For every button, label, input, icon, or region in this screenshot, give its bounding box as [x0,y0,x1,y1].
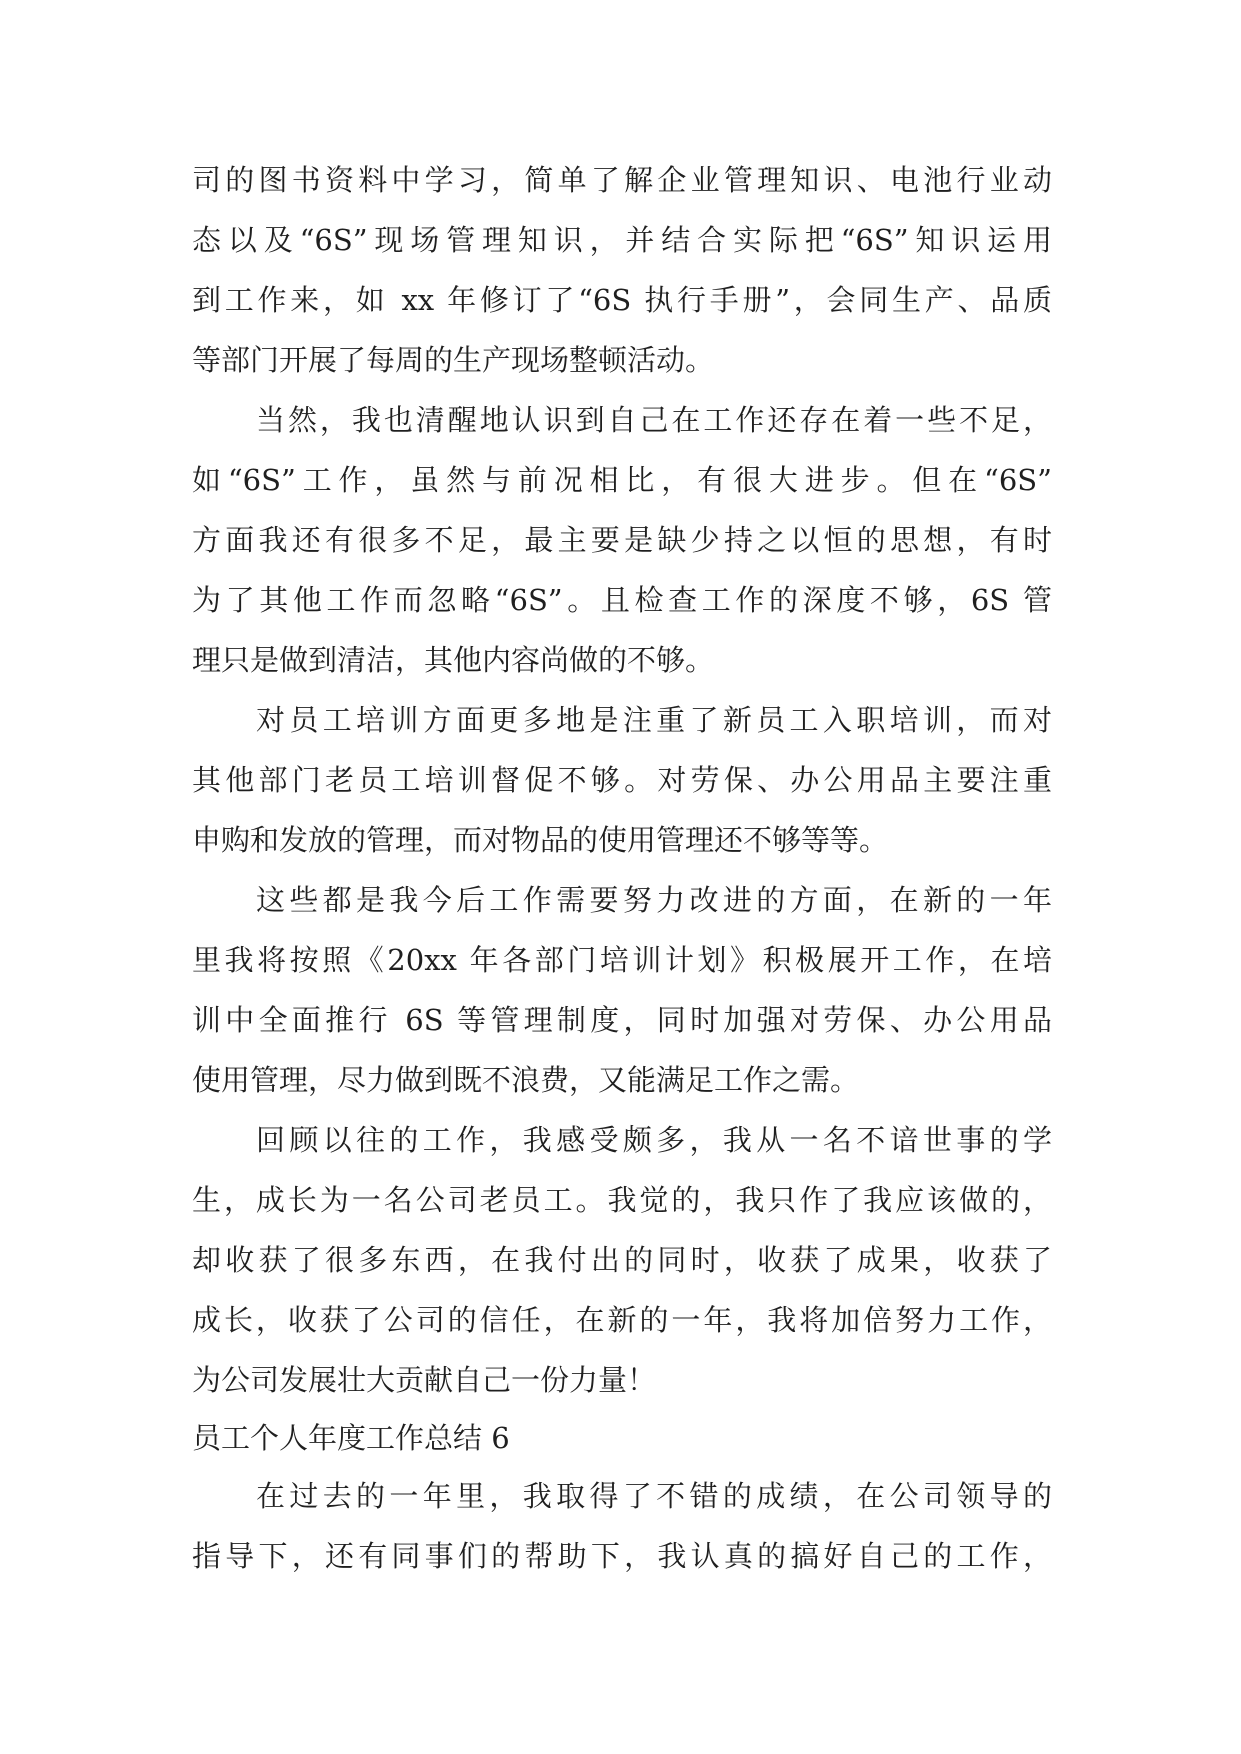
section-heading: 员工个人年度工作总结 6 [192,1421,510,1455]
text-line: 成长，收获了公司的信任，在新的一年，我将加倍努力工作， [192,1303,1052,1337]
text-line: 司的图书资料中学习，简单了解企业管理知识、电池行业动 [192,163,1052,197]
text-line: 却收获了很多东西，在我付出的同时，收获了成果，收获了 [192,1243,1052,1277]
paragraph [192,690,1052,870]
text-line: 生，成长为一名公司老员工。我觉的，我只作了我应该做的， [192,1183,1052,1217]
paragraph [192,390,1052,690]
paragraph [192,1110,1052,1410]
text-line: 等部门开展了每周的生产现场整顿活动。 [192,343,715,377]
paragraph [192,870,1052,1110]
text-line: 指导下，还有同事们的帮助下，我认真的搞好自己的工作， [192,1539,1052,1573]
text-line: 为公司发展壮大贡献自己一份力量！ [192,1363,657,1397]
text-line: 训中全面推行 6S 等管理制度，同时加强对劳保、办公用品 [192,1003,1052,1037]
text-line: 这些都是我今后工作需要努力改进的方面，在新的一年 [256,883,1052,917]
text-line: 使用管理，尽力做到既不浪费，又能满足工作之需。 [192,1063,860,1097]
text-line: 对员工培训方面更多地是注重了新员工入职培训，而对 [256,703,1052,737]
text-line: 为了其他工作而忽略“6S”。且检查工作的深度不够，6S 管 [192,583,1052,617]
text-line: 方面我还有很多不足，最主要是缺少持之以恒的思想，有时 [192,523,1052,557]
text-line: 态以及“6S”现场管理知识，并结合实际把“6S”知识运用 [192,223,1052,257]
document-page [192,150,1052,1586]
text-line: 其他部门老员工培训督促不够。对劳保、办公用品主要注重 [192,763,1052,797]
text-line: 回顾以往的工作，我感受颇多，我从一名不谙世事的学 [256,1123,1052,1157]
text-line: 理只是做到清洁，其他内容尚做的不够。 [192,643,715,677]
text-line: 当然，我也清醒地认识到自己在工作还存在着一些不足， [256,403,1052,437]
text-line: 如“6S”工作，虽然与前况相比，有很大进步。但在“6S” [192,463,1052,497]
text-line: 里我将按照《20xx 年各部门培训计划》积极展开工作，在培 [192,943,1052,977]
text-line: 到工作来，如 xx 年修订了“6S 执行手册”，会同生产、品质 [192,283,1052,317]
text-line: 在过去的一年里，我取得了不错的成绩，在公司领导的 [256,1479,1052,1513]
paragraph [192,150,1052,390]
text-line: 申购和发放的管理，而对物品的使用管理还不够等等。 [192,823,889,857]
paragraph [192,1466,1052,1586]
